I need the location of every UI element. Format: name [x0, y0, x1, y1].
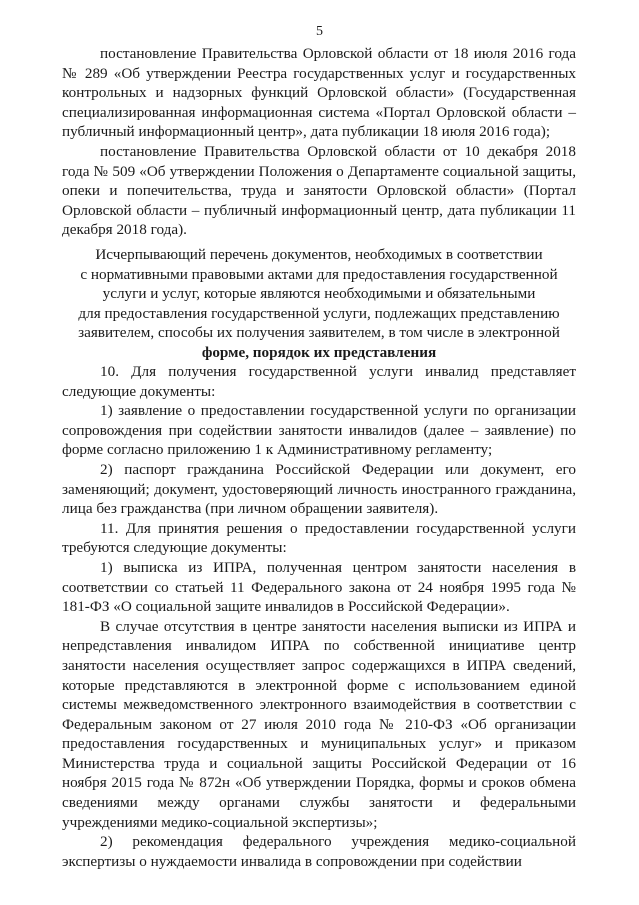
page-number: 5	[316, 24, 323, 39]
paragraph-item-10: 10. Для получения государственной услуги инвалид представляет следующие документы:	[62, 363, 576, 400]
paragraph-subitem-passport: 2) паспорт гражданина Российской Федерации или документ, его заменяющий; документ, удостоверяющий личность иностранного гражданина, лица без гражданства (при личном обращении заявителя).	[62, 460, 576, 518]
heading-line: заявителем, способы их получения заявителем, в том числе в электронной	[78, 324, 560, 342]
paragraph-subitem-application: 1) заявление о предоставлении государственной услуги по организации сопровождения при содействии занятости инвалидов (далее – заявление) по форме согласно приложению 1 к Административному регламенту;	[62, 402, 576, 459]
heading-line: услуги и услуг, которые являются необходимыми и обязательными	[102, 285, 536, 303]
paragraph-subitem-ipra-extract: 1) выписка из ИПРА, полученная центром занятости населения в соответствии со статьей 11 Федерального закона от 24 ноября 1995 года № 181-ФЗ «О социальной защите инвалидов в Российской Федерации».	[62, 558, 576, 616]
documents-section	[62, 362, 576, 871]
heading-line: с нормативными правовыми актами для предоставления государственной	[80, 265, 558, 283]
paragraph-subitem-recommendation: 2) рекомендация федерального учреждения медико-социальной экспертизы о нуждаемости инвалида в сопровождении при содействии	[62, 833, 576, 870]
heading-line: для предоставления государственной услуги, подлежащих представлению	[78, 304, 560, 322]
heading-line: форме, порядок их представления	[201, 343, 437, 361]
paragraph-decree-289: постановление Правительства Орловской области от 18 июля 2016 года № 289 «Об утверждении Реестра государственных услуг и государственных контрольных и надзорных функций Орловской области» (Государственная специализированная информационная система «Портал Орловской области – публичный информационный центр», дата публикации 18 июля 2016 года);	[62, 45, 576, 141]
heading-line: Исчерпывающий перечень документов, необходимых в соответствии	[95, 246, 543, 263]
section-heading	[62, 245, 576, 363]
paragraph-item-11: 11. Для принятия решения о предоставлении государственной услуги требуются следующие документы:	[62, 519, 576, 557]
paragraph-ipra-request: В случае отсутствия в центре занятости населения выписки из ИПРА и непредставления инвалидом ИПРА по собственной инициативе центр занятости населения осуществляет запрос содержащихся в ИПРА сведений, которые представляются в электронной форме с использованием единой системы межведомственного электронного взаимодействия в соответствии с Федеральным законом от 27 июля 2010 года № 210-ФЗ «Об организации предоставления государственных и муниципальных услуг» и приказом Министерства труда и социальной защиты Российской Федерации от 16 ноября 2015 года № 872н «Об утверждении Порядка, формы и сроков обмена сведениями между органами службы занятости и федеральными учреждениями медико-социальной экспертизы»;	[62, 617, 576, 831]
legal-acts-list	[62, 44, 576, 240]
paragraph-decree-509: постановление Правительства Орловской области от 10 декабря 2018 года № 509 «Об утверждении Положения о Департаменте социальной защиты, опеки и попечительства, труда и занятости Орловской области» (Портал Орловской области – публичный информационный центр, дата публикации 11 декабря 2018 года).	[62, 142, 576, 239]
